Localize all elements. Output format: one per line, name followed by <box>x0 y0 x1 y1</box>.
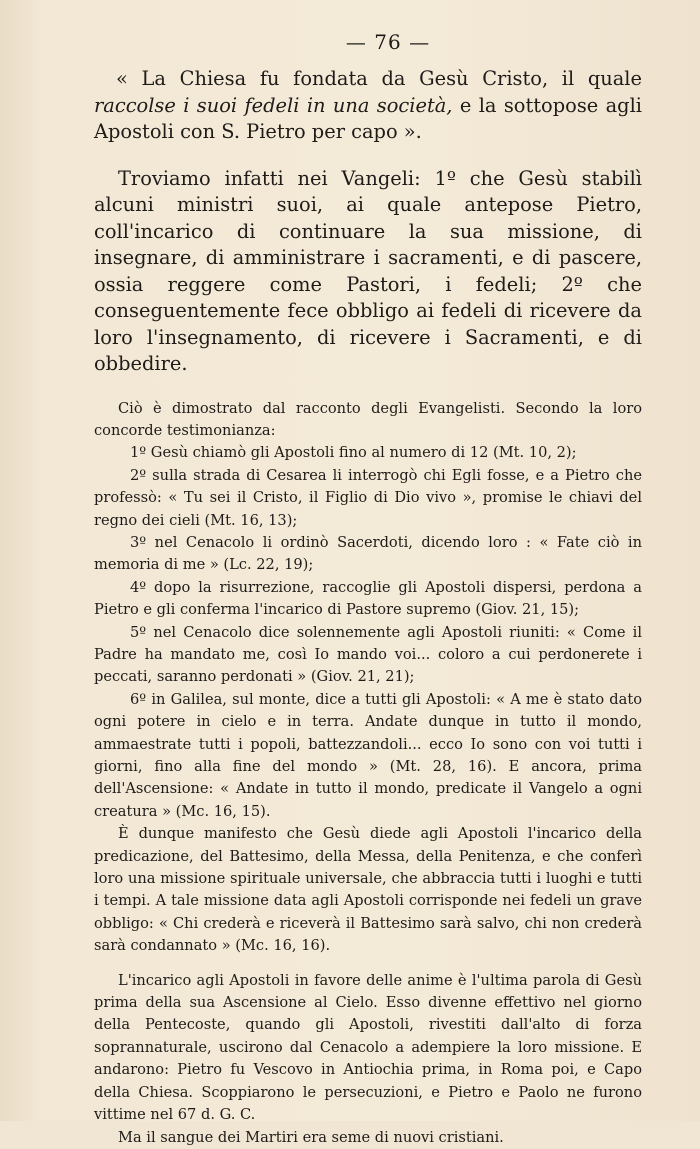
list-item-1: 1º Gesù chiamò gli Apostoli fino al numero di 12 (Mt. 10, 2); <box>130 444 577 462</box>
list-item-4: 4º dopo la risurrezione, raccoglie gli Apostoli dispersi, perdona a Pietro e gli conferma l'incarico di Pastore supremo (Giov. 21, 15); <box>94 578 642 619</box>
list-item-6: 6º in Galilea, sul monte, dice a tutti gli Apostoli: « A me è stato dato ogni potere in cielo e in terra. Andate dunque in tutto il mondo, ammaestrate tutti i popoli, battezzandoli... ecco Io sono con voi tutti i giorni, fino alla fine del mondo » (Mt. 28, 16). E ancora, prima dell'Ascensione: « Andate in tutto il mondo, predicate il Vangelo a ogni creatura » (Mc. 16, 15). <box>94 690 642 820</box>
quote-text-2: e la sottopose agli Apostoli con S. Pietro per capo ». <box>94 93 642 143</box>
final-line: Ma il sangue dei Martiri era seme di nuovi cristiani. <box>118 1128 504 1146</box>
list-item-2: 2º sulla strada di Cesarea li interrogò chi Egli fosse, e a Pietro che professò: « Tu sei il Cristo, il Figlio di Dio vivo », promise le chiavi del regno dei cieli (Mt. 16, 13); <box>94 466 642 529</box>
page-number: — 76 — <box>345 30 431 54</box>
intro-paragraph: Ciò è dimostrato dal racconto degli Evangelisti. Secondo la loro concorde testimonianza: <box>94 399 642 439</box>
conclusion-paragraph: È dunque manifesto che Gesù diede agli Apostoli l'incarico della predicazione, del Battesimo, della Messa, della Penitenza, e che conferì loro una missione spirituale universale, che abbraccia tutti i luoghi e tutti i tempi. A tale missione data agli Apostoli corrisponde nei fedeli un grave obbligo: « Chi crederà e riceverà il Battesimo sarà salvo, chi non crederà sarà condannato » (Mc. 16, 16). <box>94 825 642 955</box>
quote-italic: raccolse i suoi fedeli in una società, <box>94 93 453 117</box>
lead-paragraph: Troviamo infatti nei Vangeli: 1º che Gesù stabilì alcuni ministri suoi, ai quale antepose Pietro, coll'incarico di continuare la sua missione, di insegnare, di amministrare i sacramenti, e di pascere, ossia reggere come Pastori, i fedeli; 2º che conseguentemente fece obbligo ai fedeli di ricevere da loro l'insegnamento, di ricevere i Sacramenti, e di obbedire. <box>94 166 642 375</box>
quote-paragraph <box>94 66 642 146</box>
quote-text-1: « La Chiesa fu fondata da Gesù Cristo, il quale <box>116 67 642 90</box>
closing-paragraph: L'incarico agli Apostoli in favore delle anime è l'ultima parola di Gesù prima della sua Ascensione al Cielo. Esso divenne effettivo nel giorno della Pentecoste, quando gli Apostoli, rivestiti dall'alto di forza soprannaturale, uscirono dal Cenacolo a adempiere la loro missione. E andarono: Pietro fu Vescovo in Antiochia prima, in Roma poi, e Capo della Chiesa. Scoppiarono le persecuzioni, e Pietro e Paolo ne furono vittime nel 67 d. G. C. <box>94 971 642 1124</box>
list-item-5: 5º nel Cenacolo dice solennemente agli Apostoli riuniti: « Come il Padre ha mandato me, così Io mando voi... coloro a cui perdonerete i peccati, saranno perdonati » (Giov. 21, 21); <box>94 623 642 686</box>
list-item-3: 3º nel Cenacolo li ordinò Sacerdoti, dicendo loro : « Fate ciò in memoria di me » (Lc. 22, 19); <box>94 533 642 574</box>
